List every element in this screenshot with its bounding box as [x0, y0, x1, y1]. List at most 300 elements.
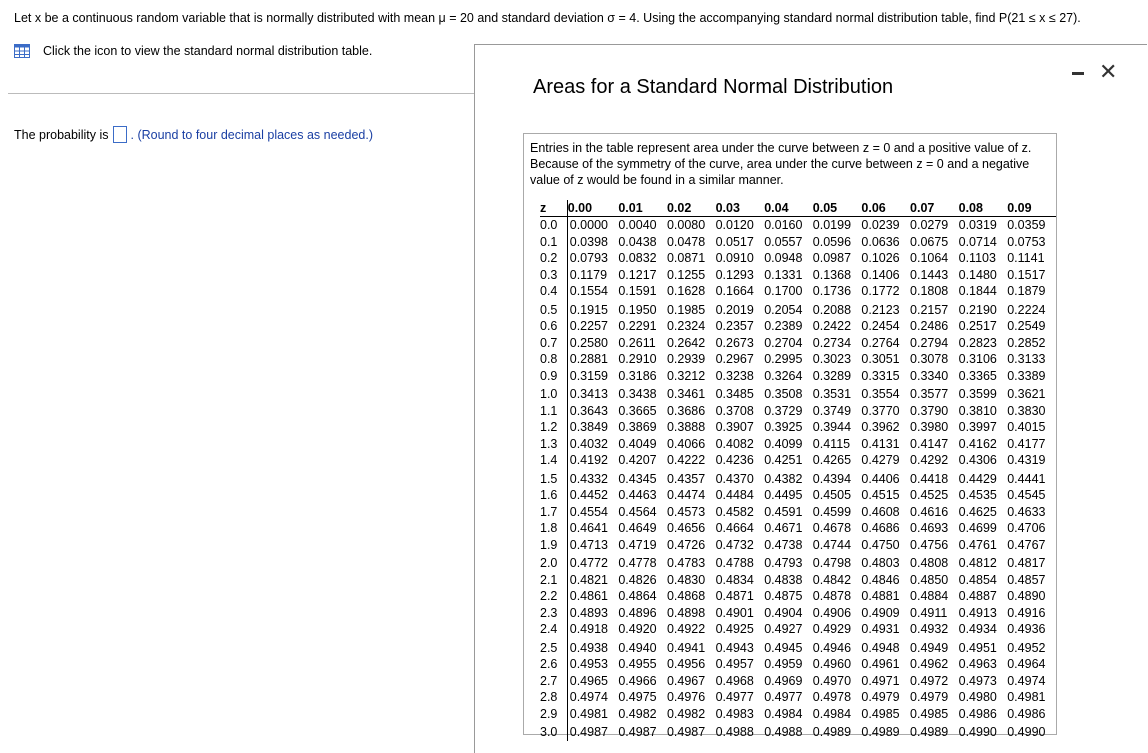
z-value: 2.6 [540, 656, 567, 673]
col-header: 0.08 [959, 200, 1008, 217]
area-value: 0.4812 [958, 556, 997, 570]
question-text: Let x be a continuous random variable that is normally distributed with mean μ = 20 and standard deviation σ = 4. Using the accompanying standard normal distribution table, find P(21 ≤ x ≤ 27). [14, 11, 1081, 25]
area-value: 0.1103 [958, 251, 996, 265]
area-value: 0.4965 [569, 673, 608, 688]
area-value: 0.2422 [812, 319, 852, 333]
area-value: 0.3621 [1007, 387, 1046, 401]
area-value: 0.4890 [1007, 589, 1046, 603]
answer-line [14, 126, 373, 143]
area-value: 0.4515 [861, 488, 900, 502]
col-header: 0.03 [716, 200, 765, 217]
area-value: 0.4987 [666, 725, 706, 739]
area-value: 0.3389 [1007, 368, 1046, 383]
area-value: 0.4911 [910, 605, 948, 620]
z-value: 0.9 [540, 368, 567, 385]
area-value: 0.0239 [861, 218, 900, 232]
area-value: 0.4931 [861, 622, 900, 636]
area-value: 0.2357 [715, 319, 754, 333]
col-header: 0.06 [861, 200, 910, 217]
area-value: 0.3830 [1007, 403, 1046, 418]
area-value: 0.4984 [812, 706, 852, 721]
table-row [540, 351, 1056, 368]
area-value: 0.2852 [1007, 335, 1046, 350]
area-value: 0.1179 [569, 267, 608, 282]
area-value: 0.2291 [618, 319, 657, 333]
area-value: 0.4913 [958, 605, 997, 620]
area-value: 0.4332 [569, 471, 608, 486]
area-value: 0.2257 [569, 319, 608, 333]
area-value: 0.4898 [666, 605, 706, 620]
z-value: 1.2 [540, 419, 567, 436]
area-value: 0.3980 [910, 420, 949, 434]
table-row [540, 267, 1056, 284]
area-value: 0.4306 [958, 453, 997, 467]
table-row [540, 368, 1056, 385]
area-value: 0.4970 [812, 673, 852, 688]
area-value: 0.4884 [910, 589, 949, 603]
table-icon[interactable] [14, 44, 30, 58]
area-value: 0.4987 [569, 725, 608, 739]
area-value: 0.2549 [1007, 319, 1046, 333]
area-value: 0.0398 [569, 234, 608, 249]
area-value: 0.4049 [618, 436, 657, 451]
z-value: 1.7 [540, 504, 567, 521]
area-value: 0.4967 [666, 673, 706, 688]
z-value: 2.3 [540, 605, 567, 622]
area-value: 0.4429 [958, 471, 997, 486]
area-value: 0.4713 [569, 537, 608, 552]
area-value: 0.4564 [618, 504, 657, 519]
area-value: 0.1844 [958, 284, 997, 298]
table-header-row [540, 200, 1056, 217]
table-row [540, 706, 1056, 723]
area-value: 0.3925 [764, 420, 803, 434]
area-value: 0.2823 [958, 335, 997, 350]
area-value: 0.2910 [618, 352, 657, 366]
area-value: 0.4656 [666, 521, 706, 535]
z-value: 1.4 [540, 452, 567, 469]
area-value: 0.3643 [569, 403, 608, 418]
area-value: 0.2157 [910, 302, 949, 317]
area-value: 0.4345 [618, 471, 657, 486]
area-value: 0.4927 [764, 622, 803, 636]
z-value: 1.5 [540, 469, 567, 488]
area-value: 0.2967 [715, 352, 754, 366]
area-value: 0.4357 [666, 471, 706, 486]
area-value: 0.4808 [910, 556, 949, 570]
area-value: 0.3849 [569, 420, 608, 434]
area-value: 0.4671 [764, 521, 803, 535]
area-value: 0.4961 [861, 657, 900, 671]
close-icon[interactable]: ✕ [1099, 59, 1118, 84]
area-value: 0.4834 [715, 572, 754, 587]
area-value: 0.3159 [569, 368, 608, 383]
area-value: 0.1480 [958, 267, 997, 282]
area-value: 0.4750 [861, 537, 900, 552]
area-value: 0.1700 [764, 284, 803, 298]
table-row [540, 469, 1056, 488]
area-value: 0.4981 [1007, 690, 1046, 704]
area-value: 0.4788 [715, 556, 754, 570]
area-value: 0.4974 [1007, 673, 1046, 688]
area-value: 0.4821 [569, 572, 608, 587]
area-value: 0.4969 [764, 673, 803, 688]
area-value: 0.4192 [569, 453, 608, 467]
area-value: 0.4582 [715, 504, 754, 519]
area-value: 0.4732 [715, 537, 754, 552]
area-value: 0.4906 [812, 605, 852, 620]
area-value: 0.2995 [764, 352, 803, 366]
table-row [540, 419, 1056, 436]
area-value: 0.1331 [764, 267, 803, 282]
area-value: 0.3962 [861, 420, 900, 434]
area-value: 0.4977 [715, 690, 754, 704]
area-value: 0.1064 [910, 251, 949, 265]
z-value: 0.7 [540, 335, 567, 352]
area-value: 0.4474 [666, 488, 706, 502]
area-value: 0.4222 [666, 453, 706, 467]
area-value: 0.4989 [812, 725, 852, 739]
area-value: 0.4988 [715, 725, 754, 739]
area-value: 0.4986 [958, 706, 997, 721]
area-value: 0.4861 [569, 589, 608, 603]
table-row [540, 722, 1056, 741]
minimize-icon[interactable] [1072, 72, 1084, 75]
z-value: 1.8 [540, 520, 567, 537]
area-value: 0.4599 [812, 504, 852, 519]
area-value: 0.4706 [1007, 521, 1046, 535]
area-value: 0.2580 [569, 335, 608, 350]
area-value: 0.3315 [861, 368, 900, 383]
z-value: 1.3 [540, 436, 567, 453]
area-value: 0.3749 [812, 403, 852, 418]
area-value: 0.2794 [910, 335, 949, 350]
area-value: 0.0199 [812, 218, 852, 232]
area-value: 0.3051 [861, 352, 900, 366]
area-value: 0.4971 [861, 673, 900, 688]
area-value: 0.4099 [764, 436, 803, 451]
answer-prefix: The probability is [14, 127, 109, 142]
area-value: 0.4441 [1007, 471, 1046, 486]
area-value: 0.4975 [618, 690, 657, 704]
area-value: 0.1255 [666, 267, 706, 282]
area-value: 0.2673 [715, 335, 754, 350]
area-value: 0.3531 [812, 387, 852, 401]
area-value: 0.4986 [1007, 706, 1046, 721]
area-value: 0.4625 [958, 504, 997, 519]
area-value: 0.2054 [764, 302, 803, 317]
area-value: 0.4236 [715, 453, 754, 467]
area-value: 0.1406 [861, 267, 900, 282]
area-value: 0.0000 [569, 218, 608, 232]
area-value: 0.1879 [1007, 284, 1046, 298]
area-value: 0.4292 [910, 453, 949, 467]
area-value: 0.3289 [812, 368, 852, 383]
area-value: 0.4463 [618, 488, 657, 502]
area-value: 0.4871 [715, 589, 754, 603]
area-value: 0.3078 [910, 352, 949, 366]
area-value: 0.4982 [666, 706, 706, 721]
area-value: 0.4949 [910, 640, 949, 655]
area-value: 0.4940 [618, 640, 657, 655]
z-value: 1.9 [540, 537, 567, 554]
area-value: 0.4664 [715, 521, 754, 535]
area-value: 0.3365 [958, 368, 997, 383]
area-value: 0.1591 [618, 284, 657, 298]
area-value: 0.4987 [618, 725, 657, 739]
area-value: 0.3770 [861, 403, 900, 418]
area-value: 0.2939 [666, 352, 706, 366]
area-value: 0.2324 [666, 319, 706, 333]
z-value: 1.0 [540, 384, 567, 403]
area-value: 0.3708 [715, 403, 754, 418]
area-value: 0.4980 [958, 690, 997, 704]
area-value: 0.4968 [715, 673, 754, 688]
area-value: 0.4850 [910, 572, 949, 587]
area-value: 0.3133 [1007, 352, 1046, 366]
area-value: 0.4966 [618, 673, 657, 688]
col-header: 0.04 [764, 200, 813, 217]
area-value: 0.2088 [812, 302, 852, 317]
area-value: 0.2019 [715, 302, 754, 317]
area-value: 0.4719 [618, 537, 657, 552]
area-value: 0.1985 [666, 302, 706, 317]
area-value: 0.3554 [861, 387, 900, 401]
z-value: 0.4 [540, 283, 567, 300]
table-row [540, 553, 1056, 572]
area-value: 0.0832 [618, 251, 657, 265]
area-value: 0.4608 [861, 504, 900, 519]
area-value: 0.4956 [666, 657, 706, 671]
table-row [540, 673, 1056, 690]
area-value: 0.4984 [764, 706, 803, 721]
area-value: 0.4990 [1007, 725, 1046, 739]
col-header: 0.05 [813, 200, 862, 217]
area-value: 0.4893 [569, 605, 608, 620]
area-value: 0.2454 [861, 319, 900, 333]
area-value: 0.4922 [666, 622, 706, 636]
area-value: 0.4972 [910, 673, 949, 688]
minimize-button[interactable] [1067, 63, 1089, 85]
view-table-link-label[interactable]: Click the icon to view the standard normal distribution table. [43, 44, 373, 58]
area-value: 0.4761 [958, 537, 997, 552]
area-value: 0.3810 [958, 403, 997, 418]
table-row [540, 689, 1056, 706]
table-row [540, 520, 1056, 537]
area-value: 0.0871 [666, 251, 706, 265]
area-value: 0.4649 [618, 521, 657, 535]
area-value: 0.4983 [715, 706, 754, 721]
area-value: 0.1915 [569, 302, 608, 317]
area-value: 0.4406 [861, 471, 900, 486]
z-value: 2.5 [540, 638, 567, 657]
area-value: 0.4918 [569, 622, 608, 636]
table-row [540, 537, 1056, 554]
area-value: 0.4826 [618, 572, 657, 587]
z-value: 2.4 [540, 621, 567, 638]
area-value: 0.3413 [569, 387, 608, 401]
area-value: 0.4817 [1007, 556, 1046, 570]
table-row [540, 452, 1056, 469]
area-value: 0.4846 [861, 572, 900, 587]
area-value: 0.4756 [910, 537, 949, 552]
area-value: 0.4319 [1007, 453, 1046, 467]
z-value: 2.7 [540, 673, 567, 690]
area-value: 0.4951 [958, 640, 997, 655]
area-value: 0.3907 [715, 420, 754, 434]
area-value: 0.3729 [764, 403, 803, 418]
area-value: 0.4887 [958, 589, 997, 603]
area-value: 0.4909 [861, 605, 900, 620]
area-value: 0.4901 [715, 605, 754, 620]
z-value: 0.3 [540, 267, 567, 284]
area-value: 0.4864 [618, 589, 657, 603]
area-value: 0.4699 [958, 521, 997, 535]
area-value: 0.1554 [569, 284, 608, 298]
area-value: 0.4953 [569, 657, 608, 671]
area-value: 0.1664 [715, 284, 754, 298]
table-row [540, 250, 1056, 267]
area-value: 0.3599 [958, 387, 997, 401]
area-value: 0.1628 [666, 284, 706, 298]
z-value: 0.1 [540, 234, 567, 251]
area-value: 0.1293 [715, 267, 754, 282]
area-value: 0.0517 [715, 234, 754, 249]
view-table-link[interactable] [14, 44, 372, 58]
area-value: 0.0279 [910, 218, 949, 232]
area-value: 0.4976 [666, 690, 706, 704]
area-value: 0.3461 [666, 387, 706, 401]
area-value: 0.4989 [861, 725, 900, 739]
area-value: 0.4977 [764, 690, 803, 704]
area-value: 0.4783 [666, 556, 706, 570]
table-row [540, 621, 1056, 638]
area-value: 0.4495 [764, 488, 803, 502]
col-header: 0.00 [567, 200, 618, 217]
area-value: 0.4394 [812, 471, 852, 486]
area-value: 0.1368 [812, 267, 852, 282]
area-value: 0.4484 [715, 488, 754, 502]
area-value: 0.4982 [618, 706, 657, 721]
col-header: 0.02 [667, 200, 716, 217]
area-value: 0.4726 [666, 537, 706, 552]
area-value: 0.1141 [1007, 251, 1045, 265]
area-value: 0.0557 [764, 234, 803, 249]
area-value: 0.0793 [569, 251, 608, 265]
area-value: 0.4989 [910, 725, 949, 739]
area-value: 0.4525 [910, 488, 949, 502]
area-value: 0.3186 [618, 368, 657, 383]
table-panel [523, 133, 1057, 739]
area-value: 0.4957 [715, 657, 754, 671]
area-value: 0.3340 [910, 368, 949, 383]
area-value: 0.4868 [666, 589, 706, 603]
area-value: 0.3485 [715, 387, 754, 401]
area-value: 0.4772 [569, 556, 608, 570]
area-value: 0.0080 [666, 218, 706, 232]
area-value: 0.4973 [958, 673, 997, 688]
area-value: 0.4573 [666, 504, 706, 519]
area-value: 0.4904 [764, 605, 803, 620]
area-value: 0.4545 [1007, 488, 1046, 502]
z-value: 2.8 [540, 689, 567, 706]
z-value: 1.1 [540, 403, 567, 420]
area-value: 0.4960 [812, 657, 852, 671]
normal-table [540, 200, 1056, 741]
area-value: 0.4881 [861, 589, 900, 603]
z-value: 2.2 [540, 588, 567, 605]
table-row [540, 605, 1056, 622]
area-value: 0.4936 [1007, 622, 1046, 636]
table-popup [474, 44, 1147, 753]
area-value: 0.0987 [812, 251, 852, 265]
area-value: 0.4591 [764, 504, 803, 519]
area-value: 0.4943 [715, 640, 754, 655]
z-value: 0.2 [540, 250, 567, 267]
area-value: 0.1217 [618, 267, 657, 282]
area-value: 0.4015 [1007, 420, 1046, 434]
area-value: 0.4251 [764, 453, 803, 467]
area-value: 0.4962 [910, 657, 949, 671]
z-header: z [540, 200, 567, 217]
area-value: 0.3686 [666, 403, 706, 418]
area-value: 0.0120 [715, 218, 754, 232]
table-row [540, 217, 1056, 234]
area-value: 0.3264 [764, 368, 803, 383]
area-value: 0.1736 [812, 284, 852, 298]
area-value: 0.4370 [715, 471, 754, 486]
area-value: 0.0675 [910, 234, 949, 249]
area-value: 0.3238 [715, 368, 754, 383]
area-value: 0.4418 [910, 471, 949, 486]
area-value: 0.4878 [812, 589, 852, 603]
area-value: 0.4633 [1007, 504, 1046, 519]
area-value: 0.4929 [812, 622, 852, 636]
area-value: 0.4985 [861, 706, 900, 721]
area-value: 0.4941 [666, 640, 706, 655]
area-value: 0.4535 [958, 488, 997, 502]
answer-input[interactable] [113, 126, 127, 143]
area-value: 0.0359 [1007, 218, 1046, 232]
area-value: 0.4955 [618, 657, 657, 671]
area-value: 0.4854 [958, 572, 997, 587]
z-value: 2.1 [540, 572, 567, 589]
area-value: 0.4767 [1007, 537, 1046, 552]
z-value: 2.0 [540, 553, 567, 572]
area-value: 0.0753 [1007, 234, 1046, 249]
area-value: 0.2642 [666, 335, 706, 350]
z-value: 1.6 [540, 487, 567, 504]
col-header: 0.01 [618, 200, 667, 217]
popup-title: Areas for a Standard Normal Distribution [533, 76, 894, 98]
area-value: 0.4678 [812, 521, 852, 535]
area-value: 0.3212 [666, 368, 706, 383]
area-value: 0.0596 [812, 234, 852, 249]
z-value: 3.0 [540, 722, 567, 741]
z-value: 0.5 [540, 300, 567, 319]
area-value: 0.2881 [569, 352, 608, 366]
table-row [540, 487, 1056, 504]
area-value: 0.3888 [666, 420, 706, 434]
z-value: 0.0 [540, 217, 567, 234]
area-value: 0.4979 [861, 690, 900, 704]
area-value: 0.2734 [812, 335, 852, 350]
area-value: 0.4934 [958, 622, 997, 636]
area-value: 0.4066 [666, 436, 706, 451]
table-row [540, 318, 1056, 335]
col-header: 0.09 [1007, 200, 1056, 217]
area-value: 0.4803 [861, 556, 900, 570]
